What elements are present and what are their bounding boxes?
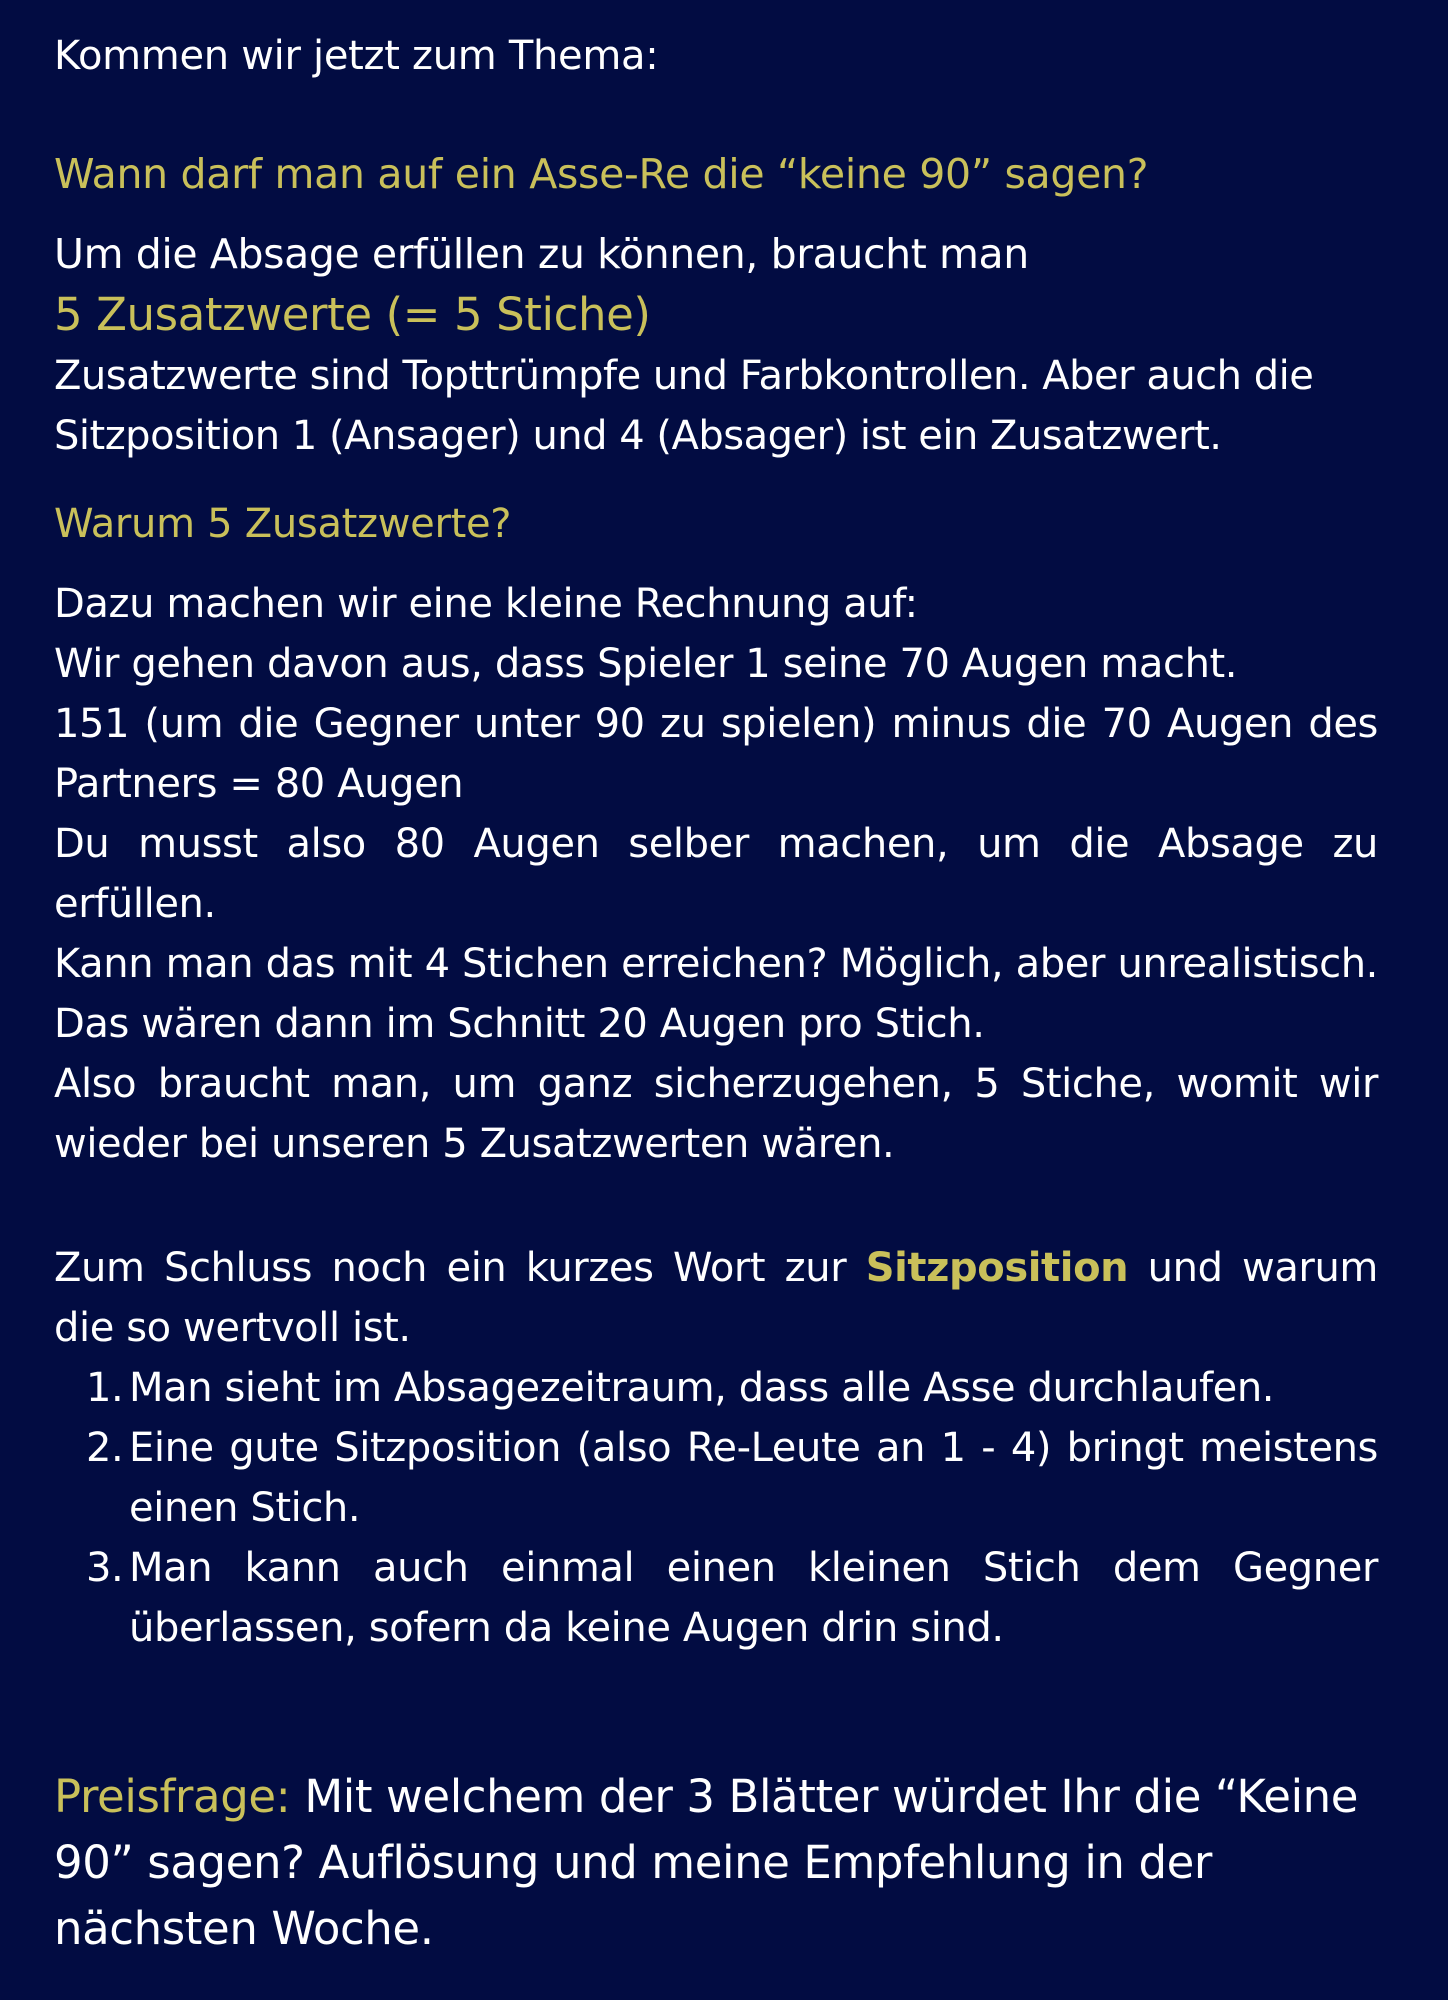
intro-text: Kommen wir jetzt zum Thema: bbox=[54, 33, 659, 79]
main-question-heading: Wann darf man auf ein Asse-Re die “keine 90” sagen? bbox=[54, 150, 1149, 198]
sitzposition-after: und warum die so wertvoll ist. bbox=[54, 1245, 1378, 1351]
prize-label: Preisfrage: bbox=[54, 1770, 291, 1823]
sitzposition-bold: Sitzposition bbox=[865, 1245, 1129, 1291]
calc-paragraph: 151 (um die Gegner unter 90 zu spielen) minus die 70 Augen des Partners = 80 Augen bbox=[54, 701, 1378, 807]
list-item bbox=[54, 1538, 1378, 1658]
calc-paragraph: Du musst also 80 Augen selber machen, um die Absage zu erfüllen. bbox=[54, 821, 1378, 927]
list-text: Man sieht im Absagezeitraum, dass alle Asse durchlaufen. bbox=[129, 1365, 1275, 1411]
list-item bbox=[54, 1358, 1378, 1418]
list-number: 2. bbox=[86, 1425, 124, 1471]
requirement-block bbox=[54, 224, 1394, 466]
reasons-list bbox=[54, 1358, 1378, 1658]
calc-paragraph: Also braucht man, um ganz sicherzugehen, 5 Stiche, womit wir wieder bei unseren 5 Zusatzwerten wären. bbox=[54, 1061, 1378, 1167]
list-number: 3. bbox=[86, 1545, 124, 1591]
list-number: 1. bbox=[86, 1365, 124, 1411]
requirement-highlight: 5 Zusatzwerte (= 5 Stiche) bbox=[54, 288, 651, 341]
list-text: Man kann auch einmal einen kleinen Stich dem Gegner überlassen, sofern da keine Augen drin sind. bbox=[129, 1545, 1378, 1651]
prize-text: Mit welchem der 3 Blätter würdet Ihr die “Keine 90” sagen? Auflösung und meine Empfehlung in der nächsten Woche. bbox=[54, 1770, 1359, 1955]
calc-paragraph: Wir gehen davon aus, dass Spieler 1 seine 70 Augen macht. bbox=[54, 641, 1238, 687]
prize-question bbox=[54, 1764, 1394, 1962]
calculation-block bbox=[54, 574, 1378, 1174]
sitzposition-before: Zum Schluss noch ein kurzes Wort zur bbox=[54, 1245, 866, 1291]
requirement-explanation: Zusatzwerte sind Topttrümpfe und Farbkontrollen. Aber auch die Sitzposition 1 (Ansager) und 4 (Absager) ist ein Zusatzwert. bbox=[54, 353, 1314, 459]
list-text: Eine gute Sitzposition (also Re-Leute an 1 - 4) bringt meistens einen Stich. bbox=[129, 1425, 1378, 1531]
why-heading: Warum 5 Zusatzwerte? bbox=[54, 501, 512, 547]
list-item bbox=[54, 1418, 1378, 1538]
sitzposition-paragraph bbox=[54, 1238, 1378, 1358]
calc-paragraph: Kann man das mit 4 Stichen erreichen? Möglich, aber unrealistisch. Das wären dann im Schnitt 20 Augen pro Stich. bbox=[54, 941, 1378, 1047]
calc-paragraph: Dazu machen wir eine kleine Rechnung auf: bbox=[54, 581, 918, 627]
requirement-line: Um die Absage erfüllen zu können, braucht man bbox=[54, 230, 1029, 278]
